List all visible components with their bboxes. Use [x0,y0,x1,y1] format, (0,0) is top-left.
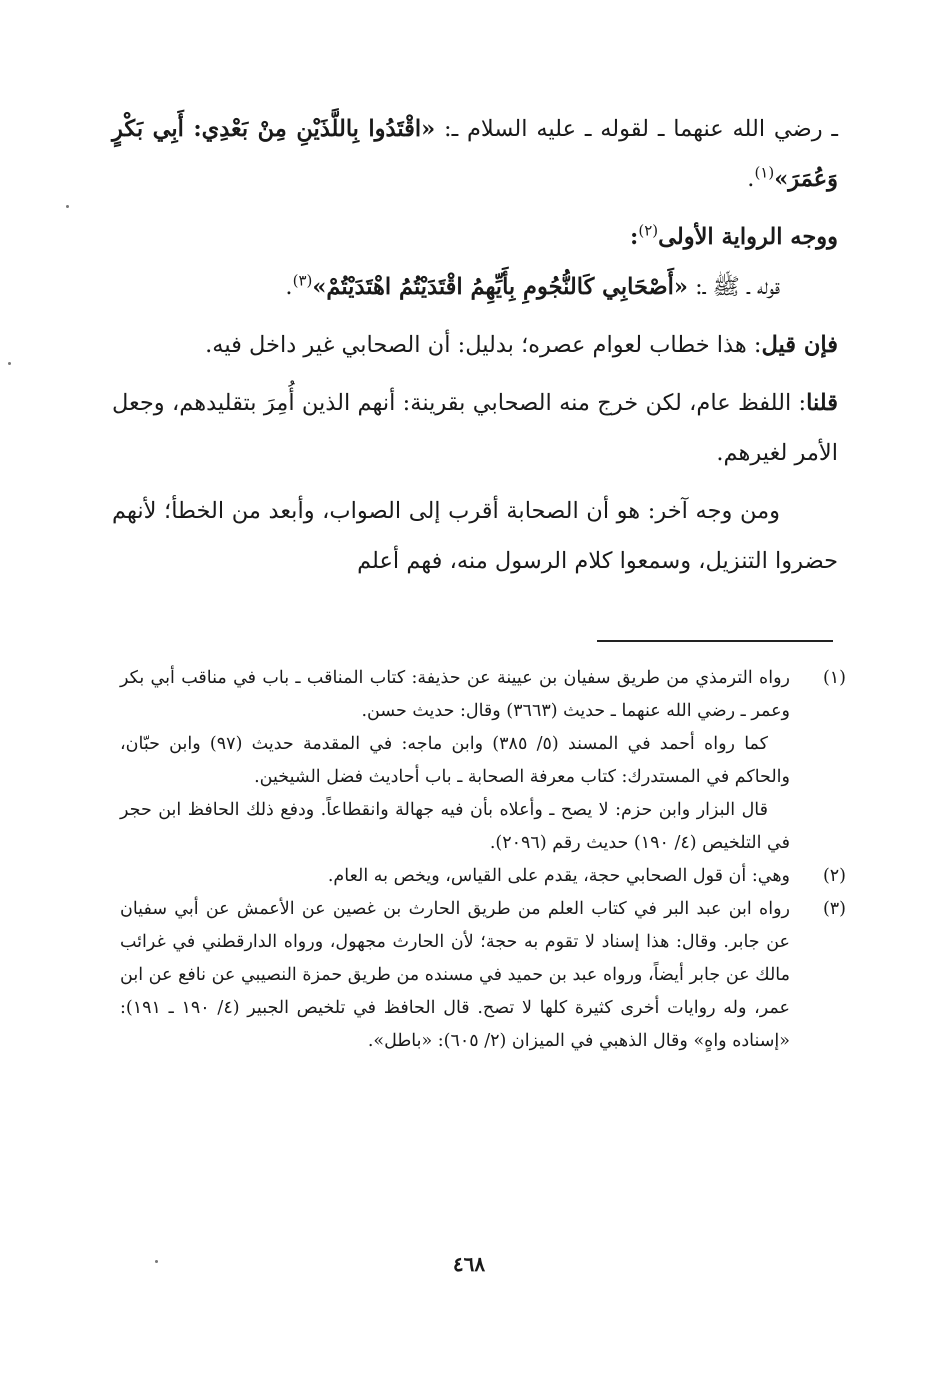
footnotes [120,662,846,1058]
hadith-quote-2: «أَصْحَابِي كَالنُّجُومِ بِأَيِّهِمُ اقْتَدَيْتُمُ اهْتَدَيْتُمْ» [312,274,688,300]
footnote-1-text-c: قال البزار وابن حزم: لا يصح ـ وأعلاه بأن فيه جهالة وانقطاعاً. ودفع ذلك الحافظ ابن حجر في التلخيص (٤/ ١٩٠) حديث رقم (٢٠٩٦). [120,800,790,853]
footnote-ref-1: (١) [754,163,775,182]
main-text [112,104,838,586]
footnote-number-3: (٣) [822,899,846,919]
paragraph-4 [112,378,838,478]
scan-speck [66,205,69,208]
footnote-3 [120,893,846,1058]
heading-text: ووجه الرواية الأولى [658,224,838,250]
footnote-3-text: رواه ابن عبد البر في كتاب العلم من طريق الحارث بن غصين عن الأعمش عن أبي سفيان عن جابر. وقال: هذا إسناد لا تقوم به حجة؛ لأن الحارث مجهول، ورواه الدارقطني في غرائب مالك عن جابر أيضاً، ورواه عبد بن حميد في مسنده من طريق حمزة النصيبي عن نافع عن ابن عمر، وله روايات أخرى كثيرة كلها لا تصح. قال الحافظ في تلخيص الجبير (٤/ ١٩٠ ـ ١٩١): «إسناده واهٍ» وقال الذهبي في الميزان (٢/ ٦٠٥): «باطل». [120,899,790,1051]
p3-text: : هذا خطاب لعوام عصره؛ بدليل: أن الصحابي غير داخل فيه. [205,332,762,358]
footnote-divider [597,640,833,642]
paragraph-2 [112,262,838,312]
footnote-number-1: (١) [822,668,846,688]
footnote-ref-2: (٢) [638,221,659,240]
footnote-1-text-b: كما رواه أحمد في المسند (٥/ ٣٨٥) وابن ماجه: في المقدمة حديث (٩٧) وابن حبّان، والحاكم في المستدرك: كتاب معرفة الصحابة ـ باب أحاديث فضل الشيخين. [120,734,790,787]
hadith-quote-1: «اقْتَدُوا بِاللَّذَيْنِ مِنْ بَعْدِي: أَبِي بَكْرٍ وَعُمَرَ» [112,116,838,192]
page-number: ٤٦٨ [452,1252,486,1276]
section-heading [112,212,838,262]
scan-speck [8,362,11,365]
footnote-2 [120,860,846,893]
footnote-1-text-a: رواه الترمذي من طريق سفيان بن عيينة عن حذيفة: كتاب المناقب ـ باب في مناقب أبي بكر وعمر ـ رضي الله عنهما ـ حديث (٣٦٦٣) وقال: حديث حسن. [120,668,790,721]
p1-end: . [747,166,755,192]
scan-speck [155,1260,158,1263]
footnote-number-2: (٢) [822,866,846,886]
p2-end: . [285,274,293,300]
p2-text: قوله ـ ﷺ ـ: [687,274,780,300]
paragraph-1 [112,104,838,204]
paragraph-3 [112,320,838,370]
p1-text: ـ رضي الله عنهما ـ لقوله ـ عليه السلام ـ: [435,116,838,142]
reply-label: قلنا [806,390,838,416]
heading-end: : [630,224,639,250]
p4-text: : اللفظ عام، لكن خرج منه الصحابي بقرينة: أنهم الذين أُمِرَ بتقليدهم، وجعل الأمر لغيرهم. [112,390,838,466]
footnote-2-text: وهي: أن قول الصحابي حجة، يقدم على القياس، ويخص به العام. [327,866,790,886]
footnote-1 [120,662,846,860]
paragraph-5: ومن وجه آخر: هو أن الصحابة أقرب إلى الصواب، وأبعد من الخطأ؛ لأنهم حضروا التنزيل، وسمعوا كلام الرسول منه، فهم أعلم [112,498,838,574]
objection-label: فإن قيل [761,332,838,358]
footnote-ref-3: (٣) [292,271,313,290]
